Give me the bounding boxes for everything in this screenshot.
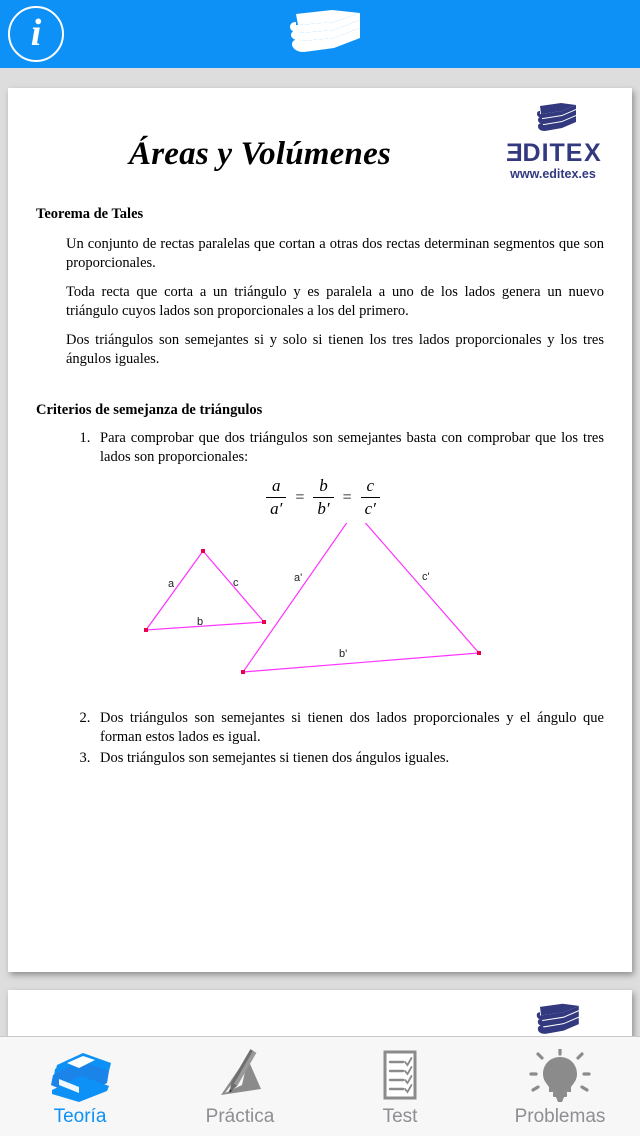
- svg-text:a: a: [168, 578, 175, 590]
- section-heading-teorema-de-tales: Teorema de Tales: [36, 206, 144, 222]
- tab-label: Teoría: [53, 1106, 107, 1127]
- svg-text:a': a': [294, 572, 303, 584]
- list-item: 3. Dos triángulos son semejantes si tienen dos ángulos iguales.: [94, 749, 604, 768]
- tab-label: Test: [382, 1106, 418, 1127]
- criteria-list: [94, 429, 604, 466]
- tab-label: Problemas: [514, 1106, 606, 1127]
- page-title: Áreas y Volúmenes: [129, 136, 391, 172]
- fraction-denominator: a′: [266, 497, 286, 519]
- fraction-numerator: c: [366, 476, 375, 495]
- next-document-page: [8, 990, 632, 1036]
- pencil-ruler-icon: [203, 1049, 277, 1103]
- info-button[interactable]: [8, 6, 64, 62]
- editex-books-logo-icon: [526, 1002, 582, 1036]
- editex-wordmark-e: E: [504, 139, 523, 167]
- proportion-formula: [36, 476, 610, 519]
- similar-triangles-figure: [36, 523, 610, 709]
- editex-url: www.editex.es: [510, 167, 596, 181]
- fraction-numerator: b: [319, 476, 328, 495]
- equals-sign: =: [295, 488, 305, 506]
- paragraph: Toda recta que corta a un triángulo y es paralela a uno de los lados genera un nuevo triángulo cuyos lados son proporcionales a los del primero.: [66, 284, 604, 319]
- document-header: [8, 88, 632, 198]
- paragraph: Un conjunto de rectas paralelas que cortan a otras dos rectas determinan segmentos que son proporcionales.: [66, 236, 604, 271]
- fraction-a-over-aprime: [266, 476, 286, 519]
- tab-problemas[interactable]: [480, 1037, 640, 1136]
- lightbulb-icon: [523, 1049, 597, 1103]
- fraction-denominator: c′: [361, 497, 380, 519]
- fraction-c-over-cprime: [361, 476, 380, 519]
- equals-sign: =: [342, 488, 352, 506]
- document-body: [8, 206, 632, 768]
- section-heading-criterios-de-semejanza: Criterios de semejanza de triángulos: [36, 402, 263, 418]
- editex-wordmark-x: X: [583, 139, 602, 167]
- book-icon: [43, 1049, 117, 1103]
- document-page: [8, 88, 632, 972]
- svg-text:c': c': [422, 571, 430, 583]
- criteria-list-continued: [94, 709, 604, 768]
- editex-books-logo-icon: [527, 102, 579, 138]
- tab-teoria[interactable]: [0, 1037, 160, 1136]
- editex-wordmark-ditex: DITE: [522, 139, 584, 167]
- checklist-icon: [363, 1049, 437, 1103]
- fraction-numerator: a: [271, 476, 281, 495]
- list-item: 1. Para comprobar que dos triángulos son semejantes basta con comprobar que los tres lados son proporcionales:: [94, 429, 604, 466]
- top-bar: [0, 0, 640, 68]
- fraction-b-over-bprime: [313, 476, 333, 519]
- books-stack-logo-icon: [274, 8, 366, 60]
- list-item: 2. Dos triángulos son semejantes si tienen dos lados proporcionales y el ángulo que forman estos lados es igual.: [94, 709, 604, 746]
- svg-text:b: b: [197, 616, 204, 628]
- svg-text:c: c: [233, 577, 239, 589]
- info-icon: i: [30, 12, 42, 54]
- fraction-denominator: b′: [313, 497, 333, 519]
- tab-label: Práctica: [205, 1106, 275, 1127]
- small-triangle: [144, 549, 266, 632]
- editex-wordmark: [494, 140, 612, 166]
- document-scroll-area[interactable]: [0, 68, 640, 1036]
- tab-practica[interactable]: [160, 1037, 320, 1136]
- paragraph: Dos triángulos son semejantes si y solo si tienen los tres lados proporcionales y los tres ángulos iguales.: [66, 332, 604, 367]
- tab-test[interactable]: [320, 1037, 480, 1136]
- tab-bar: [0, 1036, 640, 1136]
- large-triangle: [241, 523, 481, 674]
- svg-text:b': b': [339, 648, 348, 660]
- editex-logo: [494, 102, 612, 181]
